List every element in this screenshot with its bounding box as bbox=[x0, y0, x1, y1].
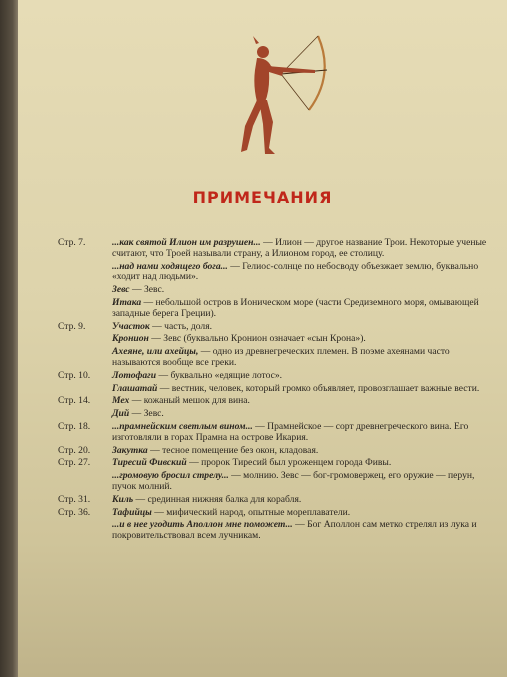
page-reference: Стр. 10. bbox=[58, 369, 91, 381]
note-term: Лотофаги bbox=[112, 369, 157, 381]
page-reference: Стр. 18. bbox=[58, 420, 91, 432]
note-entry bbox=[112, 262, 498, 284]
note-group bbox=[58, 238, 498, 320]
archer-illustration-icon bbox=[223, 30, 333, 160]
note-entry bbox=[112, 371, 498, 382]
note-entry bbox=[112, 495, 498, 506]
note-entry bbox=[112, 520, 498, 542]
notes-list bbox=[58, 238, 498, 544]
note-entry bbox=[112, 322, 498, 333]
note-entry bbox=[112, 471, 498, 493]
note-text: — Зевс. bbox=[129, 284, 165, 296]
note-text: — буквально «едящие лотос». bbox=[156, 369, 283, 381]
book-spine-shadow bbox=[0, 0, 18, 677]
note-entry bbox=[112, 458, 498, 469]
page-reference: Стр. 9. bbox=[58, 320, 86, 332]
book-page bbox=[18, 0, 507, 677]
note-entry bbox=[112, 298, 498, 320]
note-text: — часть, доля. bbox=[149, 320, 213, 332]
note-text: — пророк Тиресий был уроженцем города Фивы. bbox=[186, 457, 392, 469]
note-term: Тиресий Фивский bbox=[112, 457, 187, 469]
page-reference: Стр. 27. bbox=[58, 457, 91, 469]
note-group bbox=[58, 422, 498, 444]
page-reference: Стр. 7. bbox=[58, 237, 86, 248]
note-term: ...прамнейским светлым вином... bbox=[112, 420, 253, 432]
page-reference: Стр. 20. bbox=[58, 444, 91, 456]
note-text: — Зевс. bbox=[129, 408, 164, 420]
note-text: — вестник, человек, который громко объявляет, провозглашает важные вести. bbox=[157, 382, 480, 394]
note-term: Кронион bbox=[112, 333, 149, 345]
note-text: — срединная нижняя балка для корабля. bbox=[133, 493, 302, 505]
note-text: — небольшой остров в Ионическом море (части Средиземного моря, омывающей западные берега Греции). bbox=[112, 296, 479, 319]
note-term: Дий bbox=[112, 408, 130, 420]
page-reference: Стр. 14. bbox=[58, 395, 91, 407]
note-term: Тафийцы bbox=[112, 506, 152, 518]
note-term: ...как святой Илион им разрушен... bbox=[112, 237, 261, 248]
note-term: ...над нами ходящего бога... bbox=[112, 260, 228, 272]
note-group bbox=[58, 371, 498, 395]
note-text: — Илион — другое название Трои. Некоторые ученые считают, что Троей называли страну, а Илионом город, ее столицу. bbox=[112, 237, 487, 259]
note-term: Итака bbox=[112, 296, 142, 308]
note-text: — Бог Аполлон сам метко стрелял из лука и покровительствовал всем лучникам. bbox=[112, 519, 477, 542]
note-group bbox=[58, 322, 498, 369]
note-entry bbox=[112, 347, 498, 369]
note-entry bbox=[112, 238, 498, 260]
note-term: ...и в нее угодить Аполлон мне поможет... bbox=[112, 519, 293, 531]
note-term: Ахеяне, или ахейцы, bbox=[112, 346, 199, 358]
note-group bbox=[58, 446, 498, 457]
note-text: — тесное помещение без окон, кладовая. bbox=[147, 444, 319, 456]
note-text: — мифический народ, опытные мореплаватели. bbox=[151, 506, 351, 518]
note-text: — Прамнейское — сорт древнегреческого вина. Его изготовляли в горах Прамна на острове Икария. bbox=[112, 420, 469, 443]
note-entry bbox=[112, 285, 498, 296]
note-term: Зевс bbox=[112, 284, 130, 296]
note-group bbox=[58, 495, 498, 506]
note-group bbox=[58, 458, 498, 492]
note-text: — Зевс (буквально Кронион означает «сын Крона»). bbox=[148, 333, 366, 345]
note-entry bbox=[112, 384, 498, 395]
note-entry bbox=[112, 446, 498, 457]
note-group bbox=[58, 396, 498, 420]
page-title: ПРИМЕЧАНИЯ bbox=[192, 188, 333, 207]
note-text: — кожаный мешок для вина. bbox=[129, 395, 250, 407]
note-entry bbox=[112, 508, 498, 519]
note-entry bbox=[112, 409, 498, 420]
note-text: — Гелиос-солнце по небосводу объезжает землю, буквально «ходит над людьми». bbox=[112, 260, 479, 283]
note-term: Мех bbox=[112, 395, 130, 407]
page-reference: Стр. 36. bbox=[58, 506, 91, 518]
page-reference: Стр. 31. bbox=[58, 493, 91, 505]
note-text: — одно из древнегреческих племен. В поэме ахеянами часто называются вообще все греки. bbox=[112, 346, 450, 368]
note-entry bbox=[112, 422, 498, 444]
note-term: Участок bbox=[112, 320, 150, 332]
note-entry bbox=[112, 396, 498, 407]
note-term: Глашатай bbox=[112, 382, 158, 394]
note-term: ...громовую бросил стрелу... bbox=[112, 470, 229, 482]
note-term: Киль bbox=[112, 493, 134, 505]
note-term: Закутка bbox=[112, 444, 148, 456]
note-group bbox=[58, 508, 498, 542]
note-entry bbox=[112, 334, 498, 345]
note-text: — молнию. Зевс — бог-громовержец, его оружие — перун, пучок молний. bbox=[112, 470, 475, 492]
